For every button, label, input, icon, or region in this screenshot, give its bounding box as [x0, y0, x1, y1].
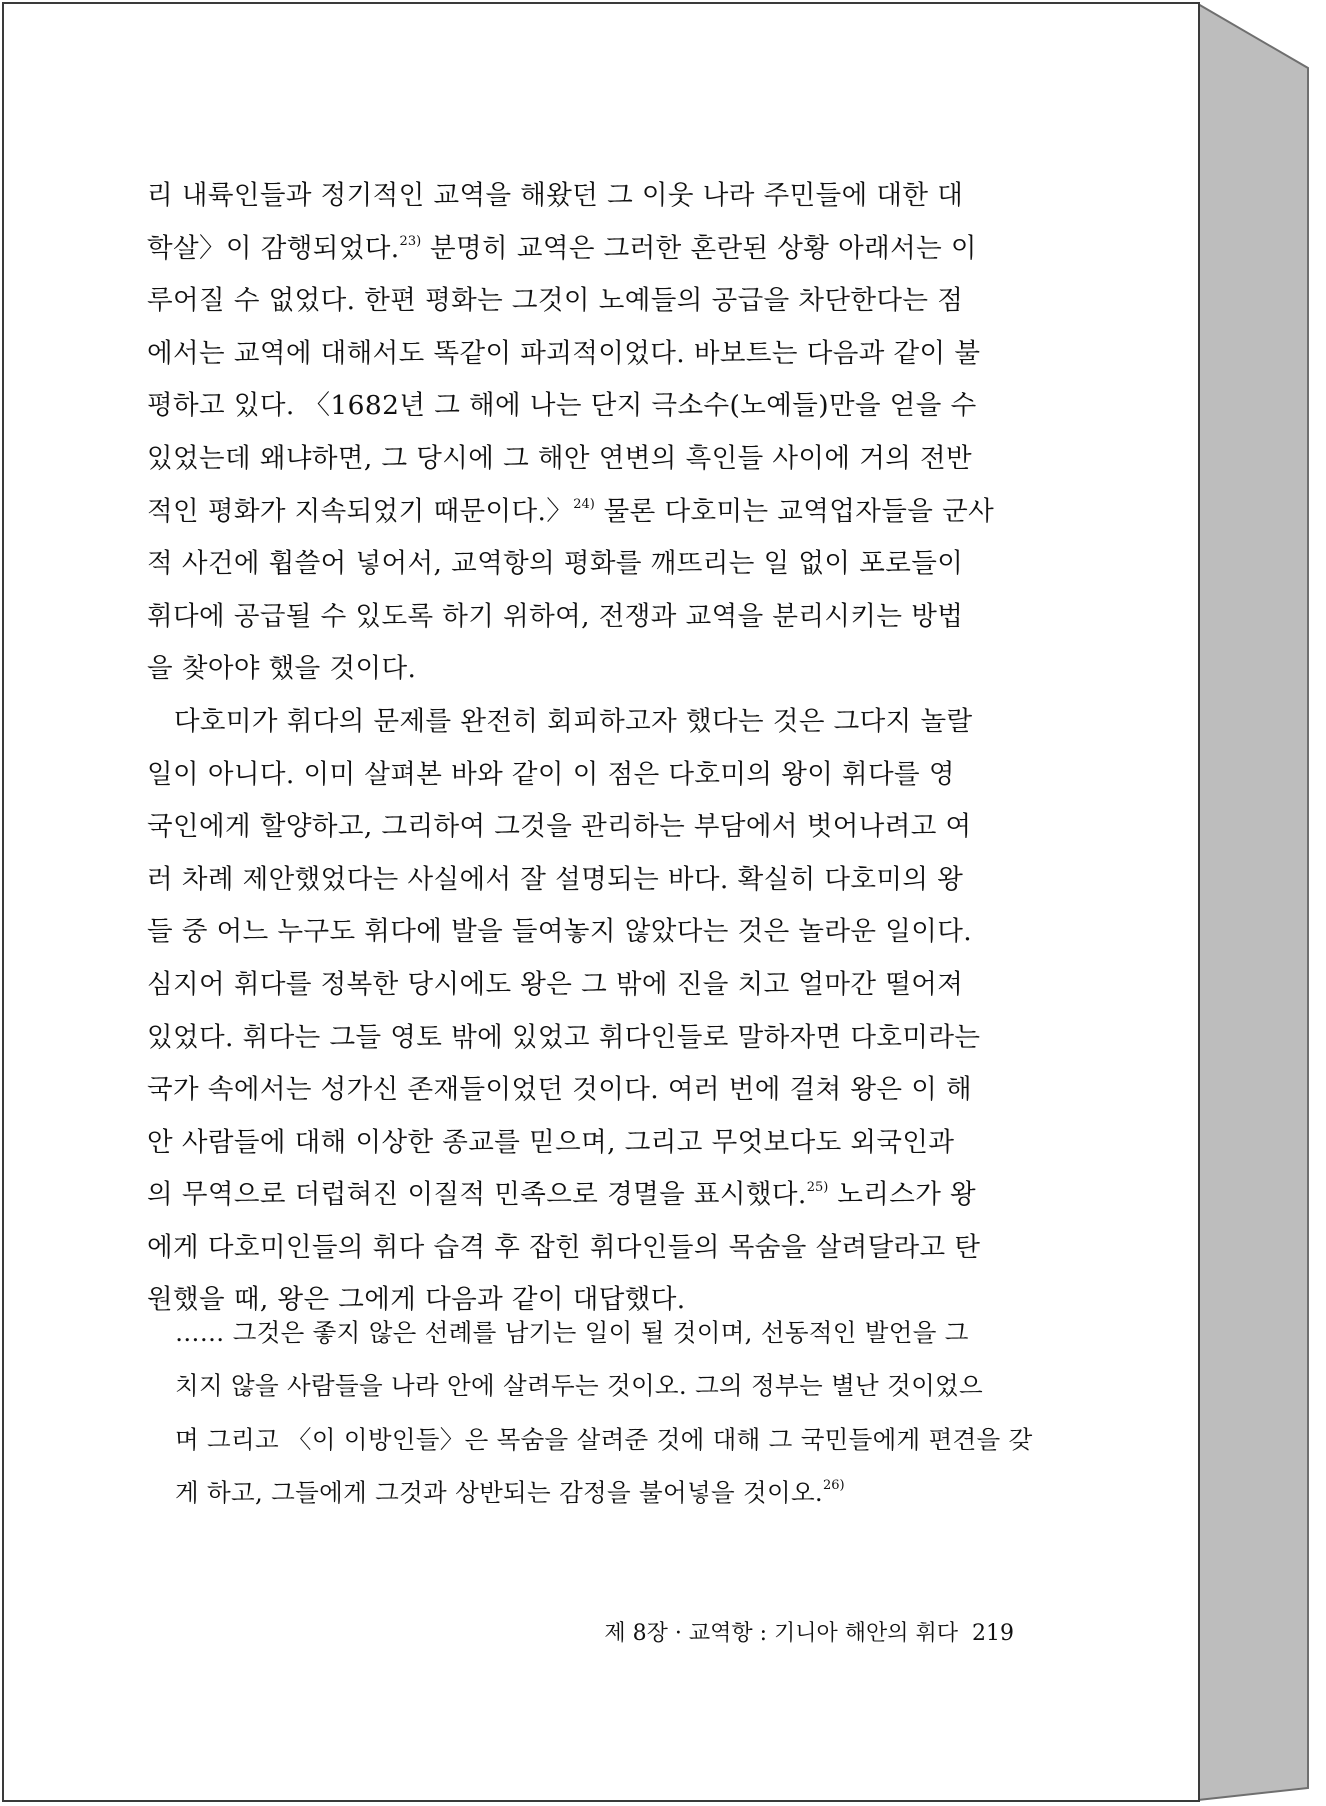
paragraph-line	[147, 433, 1040, 486]
paragraph-line	[147, 486, 1040, 539]
text-run: 들 중 어느 누구도 휘다에 발을 들여놓지 않았다는 것은 놀라운 일이다.	[147, 916, 973, 948]
paragraph-line	[147, 643, 1040, 696]
paragraph-line	[147, 1222, 1040, 1275]
quote-line	[175, 1359, 1043, 1412]
paragraph-line	[147, 959, 1040, 1012]
text-run: 노리스가 왕	[828, 1179, 977, 1211]
text-run: …… 그것은 좋지 않은 선례를 남기는 일이 될 것이며, 선동적인 발언을 그	[175, 1318, 969, 1347]
paragraph-line	[147, 1117, 1040, 1170]
page-number: 219	[972, 1621, 1014, 1646]
page-footer	[574, 1614, 1014, 1654]
text-run: 국가 속에서는 성가신 존재들이었던 것이다. 여러 번에 걸쳐 왕은 이 해	[147, 1074, 973, 1106]
text-run: 적인 평화가 지속되었기 때문이다.〉	[147, 495, 574, 527]
text-run: 있었다. 휘다는 그들 영토 밖에 있었고 휘다인들로 말하자면 다호미라는	[147, 1021, 981, 1053]
text-run: 며 그리고 〈이 이방인들〉은 목숨을 살려준 것에 대해 그 국민들에게 편견을 갖	[175, 1424, 1033, 1454]
paragraph-line	[147, 170, 1040, 223]
body-text	[147, 170, 1040, 1327]
text-run: 휘다에 공급될 수 있도록 하기 위하여, 전쟁과 교역을 분리시키는 방법	[147, 600, 964, 632]
paragraph-line	[147, 591, 1040, 644]
text-run: 에서는 교역에 대해서도 똑같이 파괴적이었다. 바보트는 다음과 같이 불	[147, 337, 981, 369]
paragraph-line	[147, 906, 1040, 959]
paragraph-line	[147, 223, 1040, 276]
text-run: 분명히 교역은 그러한 혼란된 상황 아래서는 이	[421, 232, 977, 264]
quote-line	[175, 1306, 1043, 1359]
text-run: 학살〉이 감행되었다.	[147, 232, 400, 264]
quote-line	[175, 1413, 1043, 1466]
text-run: 루어질 수 없었다. 한편 평화는 그것이 노예들의 공급을 차단한다는 점	[147, 285, 964, 317]
running-head: 제 8장 · 교역항 : 기니아 해안의 휘다	[604, 1621, 958, 1646]
paragraph-line	[147, 380, 1040, 433]
paragraph-line	[147, 275, 1040, 328]
paragraph-line	[147, 801, 1040, 854]
text-run: 국인에게 할양하고, 그리하여 그것을 관리하는 부담에서 벗어나려고 여	[147, 811, 972, 843]
text-run: 게 하고, 그들에게 그것과 상반되는 감정을 불어넣을 것이오.	[175, 1477, 823, 1507]
text-run: 원했을 때, 왕은 그에게 다음과 같이 대답했다.	[147, 1284, 686, 1316]
footnote-marker: 24)	[573, 496, 595, 512]
text-run: 다호미가 휘다의 문제를 완전히 회피하고자 했다는 것은 그다지 놀랄	[147, 705, 973, 737]
quote-line	[175, 1466, 1043, 1519]
block-quote	[175, 1306, 1043, 1519]
text-run: 물론 다호미는 교역업자들을 군사	[594, 495, 995, 527]
footnote-marker: 23)	[399, 233, 422, 249]
footnote-marker: 26)	[823, 1477, 845, 1493]
text-run: 있었는데 왜냐하면, 그 당시에 그 해안 연변의 흑인들 사이에 거의 전반	[147, 442, 973, 474]
paragraph-line	[147, 1064, 1040, 1117]
text-run: 안 사람들에 대해 이상한 종교를 믿으며, 그리고 무엇보다도 외국인과	[147, 1126, 955, 1158]
text-run: 을 찾아야 했을 것이다.	[147, 653, 417, 685]
paragraph-line	[147, 328, 1040, 381]
text-run: 의 무역으로 더럽혀진 이질적 민족으로 경멸을 표시했다.	[147, 1179, 807, 1211]
text-run: 리 내륙인들과 정기적인 교역을 해왔던 그 이웃 나라 주민들에 대한 대	[147, 180, 964, 211]
text-run: 일이 아니다. 이미 살펴본 바와 같이 이 점은 다호미의 왕이 휘다를 영	[147, 758, 955, 790]
paragraph-line	[147, 696, 1040, 749]
text-run: 적 사건에 휩쓸어 넣어서, 교역항의 평화를 깨뜨리는 일 없이 포로들이	[147, 548, 964, 580]
paragraph-line	[147, 538, 1040, 591]
paragraph-line	[147, 749, 1040, 802]
text-run: 평하고 있다. 〈1682년 그 해에 나는 단지 극소수(노예들)만을 얻을 수	[147, 390, 977, 422]
book-side-edge	[1196, 2, 1314, 1802]
footnote-marker: 25)	[806, 1180, 829, 1196]
paragraph-line	[147, 1169, 1040, 1222]
paragraph-line	[147, 1012, 1040, 1065]
text-run: 심지어 휘다를 정복한 당시에도 왕은 그 밖에 진을 치고 얼마간 떨어져	[147, 968, 964, 1000]
text-run: 러 차례 제안했었다는 사실에서 잘 설명되는 바다. 확실히 다호미의 왕	[147, 863, 964, 895]
paragraph-line	[147, 854, 1040, 907]
text-run: 에게 다호미인들의 휘다 습격 후 잡힌 휘다인들의 목숨을 살려달라고 탄	[147, 1231, 981, 1263]
book-page	[2, 2, 1200, 1802]
text-run: 치지 않을 사람들을 나라 안에 살려두는 것이오. 그의 정부는 별난 것이었으	[175, 1371, 983, 1401]
